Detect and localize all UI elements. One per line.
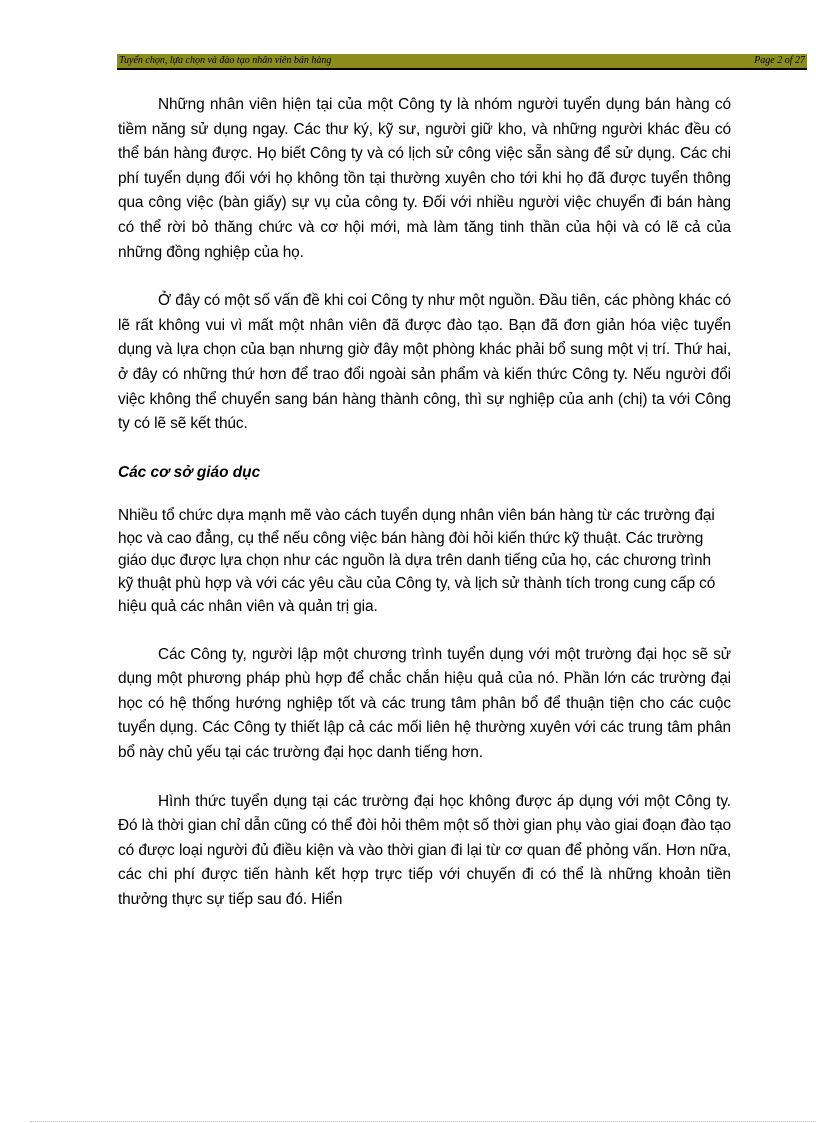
running-header: [117, 54, 807, 70]
section-heading: Các cơ sở giáo dục: [118, 463, 261, 481]
header-title: Tuyển chọn, lựa chọn và đào tạo nhân viên bán hàng: [119, 55, 332, 66]
paragraph-spacer: [118, 766, 731, 790]
paragraph-spacer: [118, 437, 731, 461]
body-paragraph-2: Ở đây có một số vấn đề khi coi Công ty như một nguồn. Đầu tiên, các phòng khác có lẽ rất không vui vì mất một nhân viên đã được đào tạo. Bạn đã đơn giản hóa việc tuyển dụng và lựa chọn của bạn nhưng giờ đây một phòng khác phải bổ sung một vị trí. Thứ hai, ở đây có những thứ hơn để trao đổi ngoài sản phẩm và kiến thức Công ty. Nếu người đổi việc không thể chuyển sang bán hàng thành công, thì sự nghiệp của anh (chị) ta với Công ty có lẽ sẽ kết thúc.: [118, 292, 731, 433]
paragraph-spacer: [118, 485, 731, 505]
body-paragraph-3: Nhiều tổ chức dựa mạnh mẽ vào cách tuyển dụng nhân viên bán hàng từ các trường đại học và cao đẳng, cụ thể nếu công việc bán hàng đòi hỏi kiến thức kỹ thuật. Các trường giáo dục được lựa chọn như các nguồn là dựa trên danh tiếng của họ, các chương trình kỹ thuật phù hợp và với các yêu cầu của Công ty, và lịch sử thành tích trong cung cấp có hiệu quả các nhân viên và quản trị gia.: [118, 506, 716, 615]
page-bottom-edge: [30, 1121, 816, 1122]
page-content: [118, 93, 731, 913]
body-paragraph-5: Hình thức tuyển dụng tại các trường đại học không được áp dụng với một Công ty. Đó là thời gian chỉ dẫn cũng có thể đòi hỏi thêm một số thời gian phụ vào giai đoạn đào tạo có được loại người đủ điều kiện và vào thời gian đi lại từ cơ quan để phỏng vấn. Hơn nữa, các chi phí được tiến hành kết hợp trực tiếp với chuyến đi có thể là những khoản tiền thưởng thực sự tiếp sau đó. Hiển: [118, 792, 731, 909]
body-paragraph-1: Những nhân viên hiện tại của một Công ty là nhóm người tuyển dụng bán hàng có tiềm năng sử dụng ngay. Các thư ký, kỹ sư, người giữ kho, và những người khác đều có thể bán hàng được. Họ biết Công ty và có lịch sử công việc sẵn sàng để sử dụng. Các chi phí tuyển dụng đối với họ không tồn tại thường xuyên cho tới khi họ đã được tuyển thông qua công việc (bàn giấy) sự vụ của công ty. Đối với nhiều người việc chuyển đi bán hàng có thể rời bỏ thăng chức và cơ hội mới, mà làm tăng tinh thần của hội và có lẽ cả của những đồng nghiệp của họ.: [118, 96, 731, 261]
body-paragraph-4: Các Công ty, người lập một chương trình tuyển dụng với một trường đại học sẽ sử dụng một phương pháp phù hợp để chắc chắn hiệu quả của nó. Phần lớn các trường đại học có hệ thống hướng nghiệp tốt và các trung tâm phân bổ để thuận tiện cho các cuộc tuyển dụng. Các Công ty thiết lập cả các mối liên hệ thường xuyên với các trung tâm phân bổ này chủ yếu tại các trường đại học danh tiếng hơn.: [118, 645, 731, 762]
header-page-number: Page 2 of 27: [754, 55, 805, 66]
paragraph-spacer: [118, 619, 731, 643]
paragraph-spacer: [118, 265, 731, 289]
